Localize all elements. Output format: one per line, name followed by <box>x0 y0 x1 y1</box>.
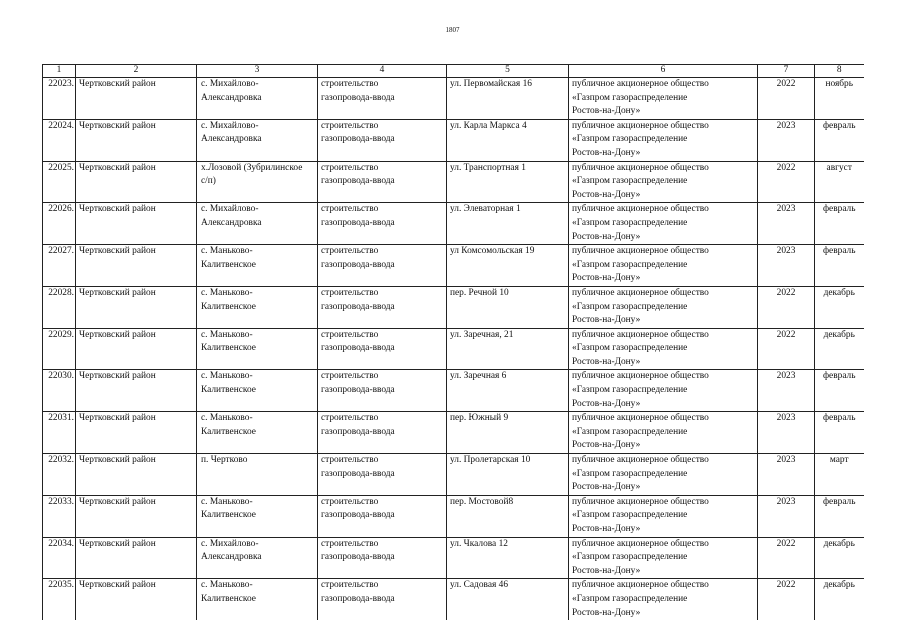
settlement-cell <box>197 78 318 120</box>
address-cell: пер. Речной 10 <box>447 286 569 328</box>
work-type-cell-line: газопровода-ввода <box>321 92 395 103</box>
year-cell: 2022 <box>758 537 815 579</box>
table-row <box>43 537 864 579</box>
address-cell: ул. Чкалова 12 <box>447 537 569 579</box>
organization-cell <box>569 579 758 620</box>
organization-cell-line: «Газпром газораспределение <box>572 92 688 103</box>
year-cell: 2023 <box>758 412 815 454</box>
page-number: 1807 <box>445 26 460 34</box>
work-type-cell-line: газопровода-ввода <box>321 259 395 270</box>
settlement-cell <box>197 579 318 620</box>
work-type-cell-line: строительство <box>321 162 379 173</box>
settlement-cell-line: п. Чертково <box>201 455 248 466</box>
column-header: 3 <box>197 65 318 78</box>
organization-cell <box>569 78 758 120</box>
work-type-cell-line: газопровода-ввода <box>321 426 395 437</box>
month-cell: март <box>815 454 864 496</box>
month-cell: февраль <box>815 412 864 454</box>
organization-cell-line: Ростов-на-Дону» <box>572 106 641 117</box>
settlement-cell <box>197 203 318 245</box>
settlement-cell-line: с. Маньково- <box>201 371 253 382</box>
settlement-cell <box>197 245 318 287</box>
work-type-cell-line: строительство <box>321 538 379 549</box>
work-type-cell-line: газопровода-ввода <box>321 468 395 479</box>
settlement-cell-line: Александровка <box>201 217 262 228</box>
month-cell: август <box>815 161 864 203</box>
year-cell: 2023 <box>758 245 815 287</box>
settlement-cell-line: Калитвенское <box>201 593 256 604</box>
work-type-cell <box>318 203 447 245</box>
year-cell: 2023 <box>758 119 815 161</box>
settlement-cell-line: с. Маньково- <box>201 496 253 507</box>
district-cell: Чертковский район <box>76 203 197 245</box>
work-type-cell <box>318 245 447 287</box>
settlement-cell <box>197 161 318 203</box>
row-number-cell: 22027. <box>43 245 76 287</box>
work-type-cell-line: строительство <box>321 371 379 382</box>
settlement-cell-line: Калитвенское <box>201 301 256 312</box>
settlement-cell <box>197 537 318 579</box>
district-cell: Чертковский район <box>76 161 197 203</box>
work-type-cell-line: строительство <box>321 120 379 131</box>
settlement-cell-line: Александровка <box>201 134 262 145</box>
year-cell: 2022 <box>758 161 815 203</box>
address-cell: ул. Заречная, 21 <box>447 328 569 370</box>
table-row <box>43 203 864 245</box>
column-header: 6 <box>569 65 758 78</box>
settlement-cell-line: с. Маньково- <box>201 329 253 340</box>
work-type-cell-line: строительство <box>321 287 379 298</box>
row-number-cell: 22034. <box>43 537 76 579</box>
work-type-cell <box>318 412 447 454</box>
work-type-cell-line: газопровода-ввода <box>321 176 395 187</box>
work-type-cell-line: строительство <box>321 246 379 257</box>
district-cell: Чертковский район <box>76 537 197 579</box>
organization-cell-line: «Газпром газораспределение <box>572 426 688 437</box>
organization-cell <box>569 203 758 245</box>
table-row <box>43 412 864 454</box>
column-header: 2 <box>76 65 197 78</box>
district-cell: Чертковский район <box>76 412 197 454</box>
month-cell: февраль <box>815 203 864 245</box>
district-cell: Чертковский район <box>76 119 197 161</box>
organization-cell-line: Ростов-на-Дону» <box>572 398 641 409</box>
organization-cell <box>569 245 758 287</box>
settlement-cell-line: Калитвенское <box>201 426 256 437</box>
table-row <box>43 119 864 161</box>
organization-cell-line: «Газпром газораспределение <box>572 510 688 521</box>
address-cell: ул. Карла Маркса 4 <box>447 119 569 161</box>
work-type-cell-line: строительство <box>321 329 379 340</box>
organization-cell-line: «Газпром газораспределение <box>572 343 688 354</box>
settlement-cell-line: х.Лозовой (Зубрилинское <box>201 162 303 173</box>
row-number-cell: 22031. <box>43 412 76 454</box>
work-type-cell-line: газопровода-ввода <box>321 593 395 604</box>
address-cell: пер. Южный 9 <box>447 412 569 454</box>
address-cell: ул. Пролетарская 10 <box>447 454 569 496</box>
organization-cell <box>569 454 758 496</box>
settlement-cell-line: Калитвенское <box>201 385 256 396</box>
district-cell: Чертковский район <box>76 286 197 328</box>
work-type-cell <box>318 537 447 579</box>
organization-cell-line: публичное акционерное общество <box>572 246 709 257</box>
header-row <box>43 65 864 78</box>
organization-cell-line: «Газпром газораспределение <box>572 217 688 228</box>
month-cell: ноябрь <box>815 78 864 120</box>
column-header: 5 <box>447 65 569 78</box>
table-row <box>43 161 864 203</box>
organization-cell <box>569 161 758 203</box>
address-cell: ул. Элеваторная 1 <box>447 203 569 245</box>
settlement-cell-line: с. Михайлово- <box>201 79 259 89</box>
table-row <box>43 245 864 287</box>
month-cell: декабрь <box>815 579 864 620</box>
organization-cell-line: публичное акционерное общество <box>572 455 709 466</box>
settlement-cell <box>197 412 318 454</box>
work-type-cell-line: газопровода-ввода <box>321 217 395 228</box>
table-row <box>43 454 864 496</box>
organization-cell-line: «Газпром газораспределение <box>572 385 688 396</box>
address-cell: ул. Первомайская 16 <box>447 78 569 120</box>
column-header: 4 <box>318 65 447 78</box>
organization-cell-line: Ростов-на-Дону» <box>572 273 641 284</box>
organization-cell-line: Ростов-на-Дону» <box>572 315 641 326</box>
district-cell: Чертковский район <box>76 328 197 370</box>
organization-cell-line: публичное акционерное общество <box>572 79 709 89</box>
organization-cell <box>569 119 758 161</box>
settlement-cell-line: с/п) <box>201 176 216 187</box>
work-type-cell <box>318 286 447 328</box>
year-cell: 2022 <box>758 328 815 370</box>
organization-cell-line: Ростов-на-Дону» <box>572 189 641 200</box>
district-cell: Чертковский район <box>76 495 197 537</box>
organization-cell-line: «Газпром газораспределение <box>572 468 688 479</box>
organization-cell-line: Ростов-на-Дону» <box>572 231 641 242</box>
work-type-cell <box>318 161 447 203</box>
organization-cell-line: Ростов-на-Дону» <box>572 147 641 158</box>
organization-cell <box>569 370 758 412</box>
month-cell: февраль <box>815 119 864 161</box>
column-header: 7 <box>758 65 815 78</box>
work-type-cell <box>318 495 447 537</box>
organization-cell <box>569 328 758 370</box>
settlement-cell-line: с. Маньково- <box>201 246 253 257</box>
organization-cell-line: публичное акционерное общество <box>572 413 709 424</box>
district-cell: Чертковский район <box>76 245 197 287</box>
address-cell: ул. Заречная 6 <box>447 370 569 412</box>
work-type-cell-line: строительство <box>321 413 379 424</box>
organization-cell-line: публичное акционерное общество <box>572 287 709 298</box>
row-number-cell: 22029. <box>43 328 76 370</box>
organization-cell <box>569 495 758 537</box>
month-cell: февраль <box>815 495 864 537</box>
work-type-cell <box>318 78 447 120</box>
settlement-cell-line: Калитвенское <box>201 343 256 354</box>
organization-cell-line: «Газпром газораспределение <box>572 301 688 312</box>
address-cell: ул Комсомольская 19 <box>447 245 569 287</box>
organization-cell-line: публичное акционерное общество <box>572 580 709 591</box>
table-row <box>43 579 864 620</box>
table-row <box>43 370 864 412</box>
row-number-cell: 22024. <box>43 119 76 161</box>
settlement-cell <box>197 328 318 370</box>
work-type-cell-line: строительство <box>321 455 379 466</box>
work-type-cell-line: газопровода-ввода <box>321 301 395 312</box>
organization-cell <box>569 412 758 454</box>
work-type-cell <box>318 119 447 161</box>
work-type-cell <box>318 328 447 370</box>
settlement-cell-line: с. Михайлово- <box>201 120 259 131</box>
address-cell: ул. Садовая 46 <box>447 579 569 620</box>
settlement-cell-line: с. Маньково- <box>201 413 253 424</box>
organization-cell-line: публичное акционерное общество <box>572 162 709 173</box>
work-type-cell-line: газопровода-ввода <box>321 385 395 396</box>
work-type-cell-line: строительство <box>321 204 379 215</box>
organization-cell-line: публичное акционерное общество <box>572 371 709 382</box>
settlement-cell <box>197 286 318 328</box>
district-cell: Чертковский район <box>76 579 197 620</box>
row-number-cell: 22023. <box>43 78 76 120</box>
month-cell: декабрь <box>815 286 864 328</box>
work-type-cell-line: газопровода-ввода <box>321 343 395 354</box>
organization-cell-line: публичное акционерное общество <box>572 204 709 215</box>
organization-cell <box>569 537 758 579</box>
settlement-cell <box>197 454 318 496</box>
organization-cell-line: «Газпром газораспределение <box>572 593 688 604</box>
organization-cell-line: Ростов-на-Дону» <box>572 565 641 576</box>
organization-cell-line: Ростов-на-Дону» <box>572 607 641 618</box>
organization-cell-line: Ростов-на-Дону» <box>572 440 641 451</box>
organization-cell-line: публичное акционерное общество <box>572 329 709 340</box>
work-type-cell <box>318 370 447 412</box>
organization-cell-line: «Газпром газораспределение <box>572 552 688 563</box>
district-cell: Чертковский район <box>76 78 197 120</box>
row-number-cell: 22033. <box>43 495 76 537</box>
district-cell: Чертковский район <box>76 370 197 412</box>
settlement-cell-line: Александровка <box>201 92 262 103</box>
row-number-cell: 22030. <box>43 370 76 412</box>
month-cell: декабрь <box>815 328 864 370</box>
organization-cell-line: публичное акционерное общество <box>572 538 709 549</box>
month-cell: февраль <box>815 370 864 412</box>
year-cell: 2023 <box>758 495 815 537</box>
work-type-cell-line: строительство <box>321 79 379 89</box>
work-type-cell <box>318 579 447 620</box>
month-cell: декабрь <box>815 537 864 579</box>
district-cell: Чертковский район <box>76 454 197 496</box>
settlement-cell-line: Калитвенское <box>201 510 256 521</box>
address-cell: пер. Мостовой8 <box>447 495 569 537</box>
row-number-cell: 22032. <box>43 454 76 496</box>
table-row <box>43 328 864 370</box>
settlement-cell-line: с. Михайлово- <box>201 538 259 549</box>
settlement-cell-line: с. Михайлово- <box>201 204 259 215</box>
organization-cell <box>569 286 758 328</box>
organization-cell-line: Ростов-на-Дону» <box>572 356 641 367</box>
settlement-cell <box>197 370 318 412</box>
year-cell: 2022 <box>758 579 815 620</box>
organization-cell-line: «Газпром газораспределение <box>572 176 688 187</box>
year-cell: 2022 <box>758 286 815 328</box>
year-cell: 2023 <box>758 370 815 412</box>
objects-table <box>42 64 864 620</box>
work-type-cell-line: строительство <box>321 580 379 591</box>
organization-cell-line: Ростов-на-Дону» <box>572 524 641 534</box>
table-row <box>43 286 864 328</box>
work-type-cell-line: газопровода-ввода <box>321 510 395 521</box>
organization-cell-line: «Газпром газораспределение <box>572 259 688 270</box>
column-header: 8 <box>815 65 864 78</box>
row-number-cell: 22035. <box>43 579 76 620</box>
year-cell: 2023 <box>758 454 815 496</box>
settlement-cell <box>197 119 318 161</box>
year-cell: 2023 <box>758 203 815 245</box>
row-number-cell: 22028. <box>43 286 76 328</box>
column-header: 1 <box>43 65 76 78</box>
work-type-cell-line: газопровода-ввода <box>321 552 395 563</box>
organization-cell-line: Ростов-на-Дону» <box>572 482 641 493</box>
address-cell: ул. Транспортная 1 <box>447 161 569 203</box>
month-cell: февраль <box>815 245 864 287</box>
organization-cell-line: «Газпром газораспределение <box>572 134 688 145</box>
organization-cell-line: публичное акционерное общество <box>572 496 709 507</box>
work-type-cell-line: строительство <box>321 496 379 507</box>
settlement-cell-line: Калитвенское <box>201 259 256 270</box>
settlement-cell-line: с. Маньково- <box>201 580 253 591</box>
settlement-cell <box>197 495 318 537</box>
organization-cell-line: публичное акционерное общество <box>572 120 709 131</box>
row-number-cell: 22026. <box>43 203 76 245</box>
table-row <box>43 495 864 537</box>
table-row <box>43 78 864 120</box>
work-type-cell-line: газопровода-ввода <box>321 134 395 145</box>
settlement-cell-line: с. Маньково- <box>201 287 253 298</box>
year-cell: 2022 <box>758 78 815 120</box>
row-number-cell: 22025. <box>43 161 76 203</box>
work-type-cell <box>318 454 447 496</box>
settlement-cell-line: Александровка <box>201 552 262 563</box>
